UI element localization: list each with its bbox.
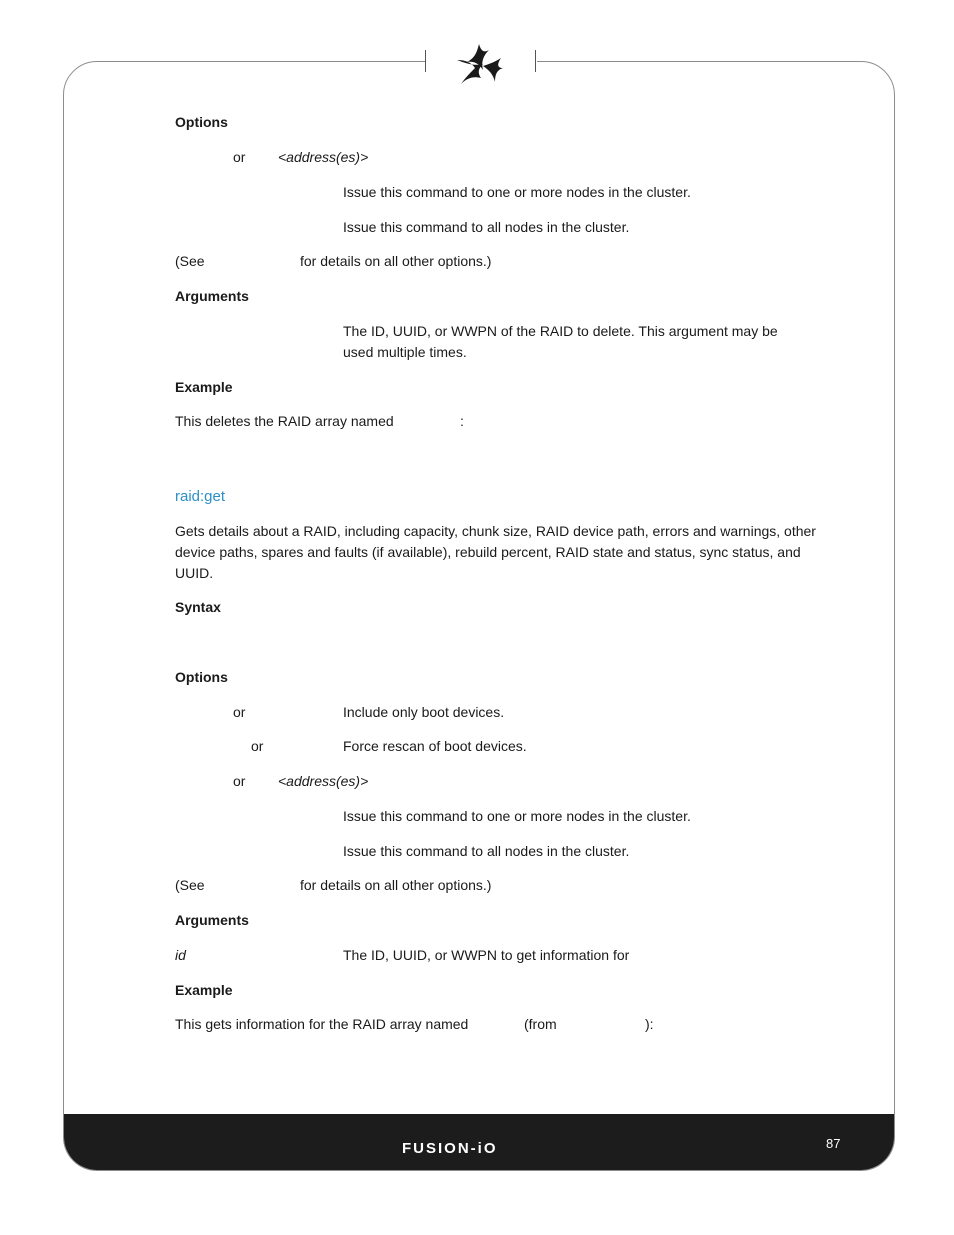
option3-or: or [233,773,246,789]
example-colon: : [460,413,464,429]
argument-desc-line2: used multiple times. [343,344,467,360]
option2-or: or [251,738,264,754]
option2-desc: Force rescan of boot devices. [343,738,527,754]
option-or: or [233,149,246,165]
options-heading-2: Options [175,669,228,685]
option1-desc: Include only boot devices. [343,704,505,720]
argument-desc: The ID, UUID, or WWPN to get information for [343,947,630,963]
example-text-2: This gets information for the RAID array named [175,1016,469,1032]
arguments-heading: Arguments [175,288,249,304]
example-text: This deletes the RAID array named [175,413,394,429]
footer-brand: FUSION-iO [402,1140,498,1156]
argument-desc-line1: The ID, UUID, or WWPN of the RAID to delete. This argument may be [343,323,778,339]
argument-name: id [175,947,186,963]
page-number: 87 [826,1136,841,1151]
arguments-heading-2: Arguments [175,912,249,928]
example-end: ): [645,1016,654,1032]
example-from: (from [524,1016,557,1032]
fusion-io-star-logo-icon [453,42,505,86]
section-title: raid:get [175,488,226,505]
header-divider-left [425,50,426,72]
option-all-desc: Issue this command to all nodes in the cluster. [343,219,630,235]
option-nodes-desc: Issue this command to one or more nodes in the cluster. [343,184,691,200]
section-description: Gets details about a RAID, including capacity, chunk size, RAID device path, errors and warnings, other device paths, spares and faults (if available), rebuild percent, RAID state and status, sync status, and UUID. [175,523,816,581]
example-heading-2: Example [175,982,233,998]
fusion-io-wordmark-logo [402,1138,554,1156]
example-heading: Example [175,379,233,395]
see-suffix-2: for details on all other options.) [300,877,492,893]
option-all-desc-2: Issue this command to all nodes in the cluster. [343,843,630,859]
header-divider-right [535,50,536,72]
options-heading: Options [175,114,228,130]
see-prefix: (See [175,253,205,269]
see-suffix: for details on all other options.) [300,253,492,269]
see-prefix-2: (See [175,877,205,893]
option-nodes-desc-2: Issue this command to one or more nodes in the cluster. [343,808,691,824]
syntax-heading: Syntax [175,599,221,615]
option-address-arg: <address(es)> [278,149,369,165]
option3-address-arg: <address(es)> [278,773,369,789]
option1-or: or [233,704,246,720]
